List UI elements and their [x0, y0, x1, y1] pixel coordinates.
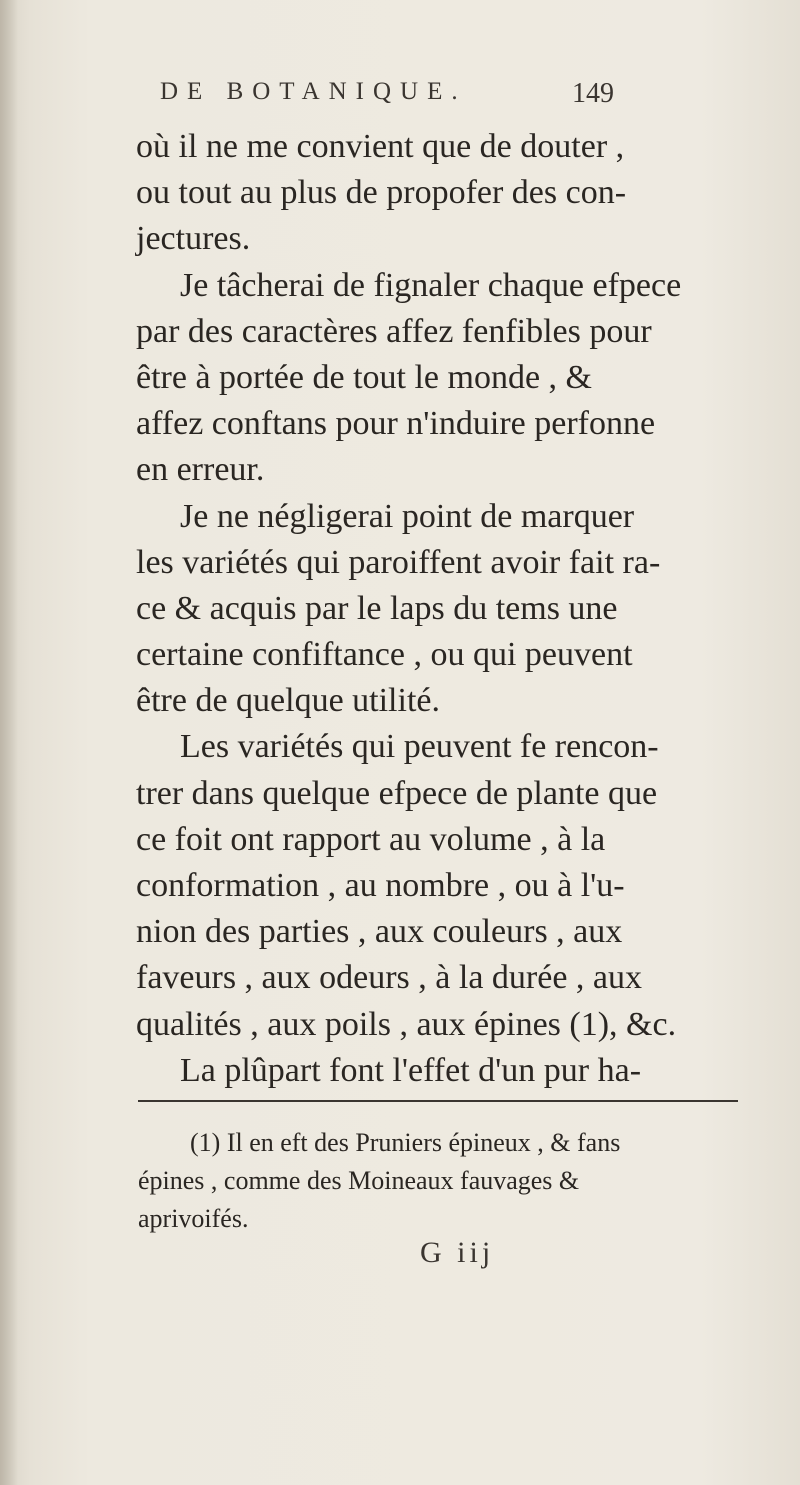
page-number: 149: [572, 78, 614, 109]
text-line: Je ne négligerai point de marquer: [180, 497, 635, 535]
text-line: faveurs , aux odeurs , à la durée , aux: [136, 959, 643, 997]
text-line: ce & acquis par le laps du tems une: [136, 589, 618, 627]
text-line: ce foit ont rapport au volume , à la: [136, 820, 606, 858]
text-line: où il ne me convient que de douter ,: [136, 128, 625, 165]
spine-shadow: [0, 0, 18, 1485]
text-line: certaine confiftance , ou qui peuvent: [136, 636, 633, 674]
signature-mark: G iij: [420, 1236, 495, 1269]
footnote-line: aprivoifés.: [138, 1204, 249, 1233]
text-line: trer dans quelque efpece de plante que: [136, 774, 658, 812]
text-line: être de quelque utilité.: [136, 682, 440, 720]
footnote: [138, 1124, 738, 1238]
text-line: conformation , au nombre , ou à l'u-: [136, 867, 625, 904]
text-line: jectures.: [136, 220, 251, 258]
footnote-rule: [138, 1100, 738, 1102]
text-line: nion des parties , aux couleurs , aux: [136, 913, 623, 951]
running-head: DE BOTANIQUE.: [160, 78, 467, 105]
footnote-line: (1) Il en eft des Pruniers épineux , & fans: [190, 1128, 621, 1157]
body-text: [136, 124, 736, 1094]
text-line: être à portée de tout le monde , &: [136, 358, 592, 396]
text-line: affez conftans pour n'induire perfonne: [136, 405, 656, 443]
footnote-line: épines , comme des Moineaux fauvages &: [138, 1166, 580, 1195]
text-line: qualités , aux poils , aux épines (1), &c.: [136, 1005, 677, 1043]
text-line: par des caractères affez fenfibles pour: [136, 312, 652, 350]
page-header: [0, 78, 800, 118]
text-line: Les variétés qui peuvent fe rencon-: [180, 728, 659, 766]
text-line: en erreur.: [136, 451, 265, 489]
text-line: Je tâcherai de fignaler chaque efpece: [180, 266, 682, 304]
text-line: les variétés qui paroiffent avoir fait ra-: [136, 543, 661, 581]
text-line: ou tout au plus de propofer des con-: [136, 174, 627, 212]
text-line: La plûpart font l'effet d'un pur ha-: [180, 1051, 642, 1089]
